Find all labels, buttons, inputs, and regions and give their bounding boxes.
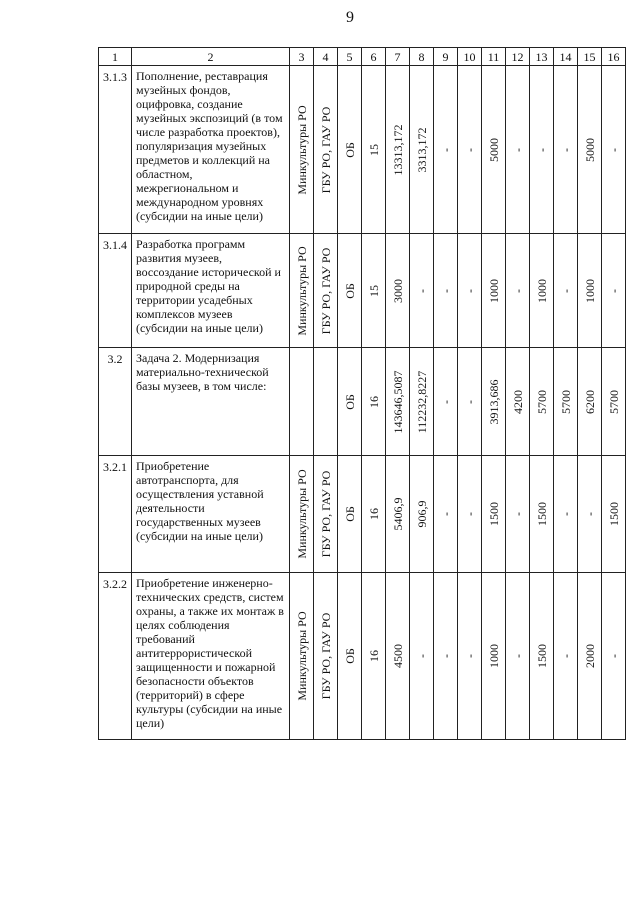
value: - xyxy=(462,654,477,658)
cell xyxy=(386,456,410,573)
cell xyxy=(410,66,434,234)
value: - xyxy=(462,147,477,152)
header-cell: 10 xyxy=(458,48,482,66)
cell xyxy=(506,348,530,456)
row-code: 3.2 xyxy=(99,348,132,456)
header-cell: 2 xyxy=(132,48,290,66)
value: 1500 xyxy=(606,502,621,526)
cell xyxy=(410,456,434,573)
value: - xyxy=(510,147,525,152)
value: 4200 xyxy=(510,389,525,414)
cell xyxy=(578,234,602,348)
cell xyxy=(506,456,530,573)
participant-cell xyxy=(314,573,338,740)
cell xyxy=(482,573,506,740)
participant-cell xyxy=(314,66,338,234)
cell xyxy=(434,234,458,348)
row-description: Разработка программ развития музеев, воссоздание исторической и природной среды на территории усадебных комплексов музеев (субсидии на иные цели) xyxy=(132,234,290,348)
cell xyxy=(602,348,626,456)
row-code: 3.2.1 xyxy=(99,456,132,573)
funding-cell xyxy=(338,348,362,456)
cell xyxy=(434,66,458,234)
funding-cell xyxy=(338,456,362,573)
cell xyxy=(506,573,530,740)
value: 15 xyxy=(366,284,381,297)
funding-source: ОБ xyxy=(342,648,357,664)
cell xyxy=(434,348,458,456)
row-description: Приобретение инженерно-технических средств, систем охраны, а также их монтаж в целях соблюдения требований антитеррористической защищенности и пожарной безопасности объектов (территорий) в сфере культуры (субсидии на иные цели) xyxy=(132,573,290,740)
cell xyxy=(530,573,554,740)
value: 6200 xyxy=(582,389,597,414)
header-cell: 14 xyxy=(554,48,578,66)
cell xyxy=(386,234,410,348)
value: - xyxy=(582,512,597,516)
cell xyxy=(410,234,434,348)
cell xyxy=(458,573,482,740)
executor-cell xyxy=(290,348,314,456)
participant-cell xyxy=(314,234,338,348)
cell xyxy=(602,66,626,234)
value: 906,9 xyxy=(414,500,429,528)
cell xyxy=(554,573,578,740)
value: - xyxy=(606,654,621,658)
value: 1500 xyxy=(534,502,549,526)
cell xyxy=(434,573,458,740)
table-row xyxy=(99,573,626,740)
cell xyxy=(578,573,602,740)
header-cell: 5 xyxy=(338,48,362,66)
funding-cell xyxy=(338,66,362,234)
value: - xyxy=(534,147,549,152)
row-description: Задача 2. Модернизация материально-технической базы музеев, в том числе: xyxy=(132,348,290,456)
header-cell: 12 xyxy=(506,48,530,66)
funding-cell xyxy=(338,573,362,740)
header-cell: 13 xyxy=(530,48,554,66)
value: - xyxy=(438,654,453,658)
executor-cell xyxy=(290,456,314,573)
value: 5700 xyxy=(558,389,573,414)
executor: Минкультуры РО xyxy=(294,611,309,701)
cell xyxy=(506,234,530,348)
value: 5000 xyxy=(582,137,597,162)
value: 1500 xyxy=(486,502,501,526)
row-code: 3.1.3 xyxy=(99,66,132,234)
value: - xyxy=(558,512,573,516)
value: 16 xyxy=(366,508,381,520)
cell xyxy=(362,456,386,573)
header-cell: 9 xyxy=(434,48,458,66)
value: 2000 xyxy=(582,644,597,668)
participant: ГБУ РО, ГАУ РО xyxy=(318,106,333,193)
value: 15 xyxy=(366,143,381,156)
funding-cell xyxy=(338,234,362,348)
cell xyxy=(458,234,482,348)
executor: Минкультуры РО xyxy=(294,469,309,559)
funding-source: ОБ xyxy=(342,506,357,522)
cell xyxy=(506,66,530,234)
cell xyxy=(362,66,386,234)
table-row xyxy=(99,456,626,573)
participant-cell xyxy=(314,456,338,573)
value: 16 xyxy=(366,395,381,408)
row-code: 3.1.4 xyxy=(99,234,132,348)
cell xyxy=(602,573,626,740)
cell xyxy=(362,234,386,348)
value: - xyxy=(438,399,453,404)
value: - xyxy=(510,288,525,293)
cell xyxy=(362,348,386,456)
cell xyxy=(530,348,554,456)
header-row xyxy=(99,48,626,66)
value: 1000 xyxy=(486,278,501,303)
table-row xyxy=(99,348,626,456)
value: - xyxy=(414,654,429,658)
header-cell: 7 xyxy=(386,48,410,66)
cell xyxy=(482,348,506,456)
table-row xyxy=(99,66,626,234)
value: 5406,9 xyxy=(390,497,405,531)
funding-source: ОБ xyxy=(342,282,357,299)
executor-cell xyxy=(290,573,314,740)
executor-cell xyxy=(290,234,314,348)
cell xyxy=(578,66,602,234)
page-number: 9 xyxy=(346,9,354,26)
value: 3000 xyxy=(390,278,405,303)
program-table xyxy=(98,47,626,740)
row-description: Пополнение, реставрация музейных фондов, оцифровка, создание музейных экспозиций (в том числе разработка проектов), популяризация музейных предметов и коллекций на областном, межрегиональном и международном уровнях (субсидии на иные цели) xyxy=(132,66,290,234)
value: 3313,172 xyxy=(414,127,429,172)
cell xyxy=(482,234,506,348)
value: - xyxy=(558,147,573,152)
value: - xyxy=(606,288,621,293)
cell xyxy=(554,456,578,573)
header-cell: 11 xyxy=(482,48,506,66)
value: 13313,172 xyxy=(390,124,405,175)
participant: ГБУ РО, ГАУ РО xyxy=(318,470,333,558)
cell xyxy=(530,66,554,234)
value: - xyxy=(462,512,477,516)
value: 112232,8227 xyxy=(414,370,429,433)
participant: ГБУ РО, ГАУ РО xyxy=(318,247,333,334)
row-code: 3.2.2 xyxy=(99,573,132,740)
cell xyxy=(530,456,554,573)
value: 5700 xyxy=(534,389,549,414)
funding-source: ОБ xyxy=(342,141,357,158)
value: - xyxy=(438,288,453,293)
value: 1500 xyxy=(534,644,549,668)
cell xyxy=(458,348,482,456)
row-description: Приобретение автотранспорта, для осуществления уставной деятельности государственных музеев (субсидии на иные цели) xyxy=(132,456,290,573)
value: 16 xyxy=(366,650,381,662)
value: - xyxy=(558,654,573,658)
cell xyxy=(458,66,482,234)
table-row xyxy=(99,234,626,348)
cell xyxy=(410,348,434,456)
value: - xyxy=(606,147,621,152)
cell xyxy=(578,456,602,573)
cell xyxy=(482,456,506,573)
value: 5700 xyxy=(606,389,621,414)
header-cell: 3 xyxy=(290,48,314,66)
header-cell: 4 xyxy=(314,48,338,66)
value: 1000 xyxy=(486,644,501,668)
value: - xyxy=(438,147,453,152)
value: 3913,686 xyxy=(486,379,501,424)
cell xyxy=(386,348,410,456)
value: 1000 xyxy=(582,278,597,303)
value: 1000 xyxy=(534,278,549,303)
header-cell: 16 xyxy=(602,48,626,66)
value: - xyxy=(558,288,573,293)
cell xyxy=(410,573,434,740)
header-cell: 8 xyxy=(410,48,434,66)
funding-source: ОБ xyxy=(342,393,357,410)
cell xyxy=(482,66,506,234)
cell xyxy=(458,456,482,573)
cell xyxy=(602,456,626,573)
cell xyxy=(362,573,386,740)
value: 143646,5087 xyxy=(390,370,405,433)
header-cell: 1 xyxy=(99,48,132,66)
value: - xyxy=(438,512,453,516)
value: - xyxy=(462,399,477,404)
cell xyxy=(554,348,578,456)
participant: ГБУ РО, ГАУ РО xyxy=(318,612,333,700)
participant-cell xyxy=(314,348,338,456)
value: - xyxy=(414,288,429,293)
cell xyxy=(554,66,578,234)
header-cell: 6 xyxy=(362,48,386,66)
cell xyxy=(386,573,410,740)
cell xyxy=(386,66,410,234)
value: - xyxy=(510,512,525,516)
header-cell: 15 xyxy=(578,48,602,66)
value: 4500 xyxy=(390,644,405,668)
cell xyxy=(434,456,458,573)
value: - xyxy=(462,288,477,293)
cell xyxy=(530,234,554,348)
executor: Минкультуры РО xyxy=(294,104,309,195)
executor-cell xyxy=(290,66,314,234)
executor: Минкультуры РО xyxy=(294,245,309,336)
cell xyxy=(602,234,626,348)
cell xyxy=(578,348,602,456)
value: - xyxy=(510,654,525,658)
value: 5000 xyxy=(486,137,501,162)
cell xyxy=(554,234,578,348)
